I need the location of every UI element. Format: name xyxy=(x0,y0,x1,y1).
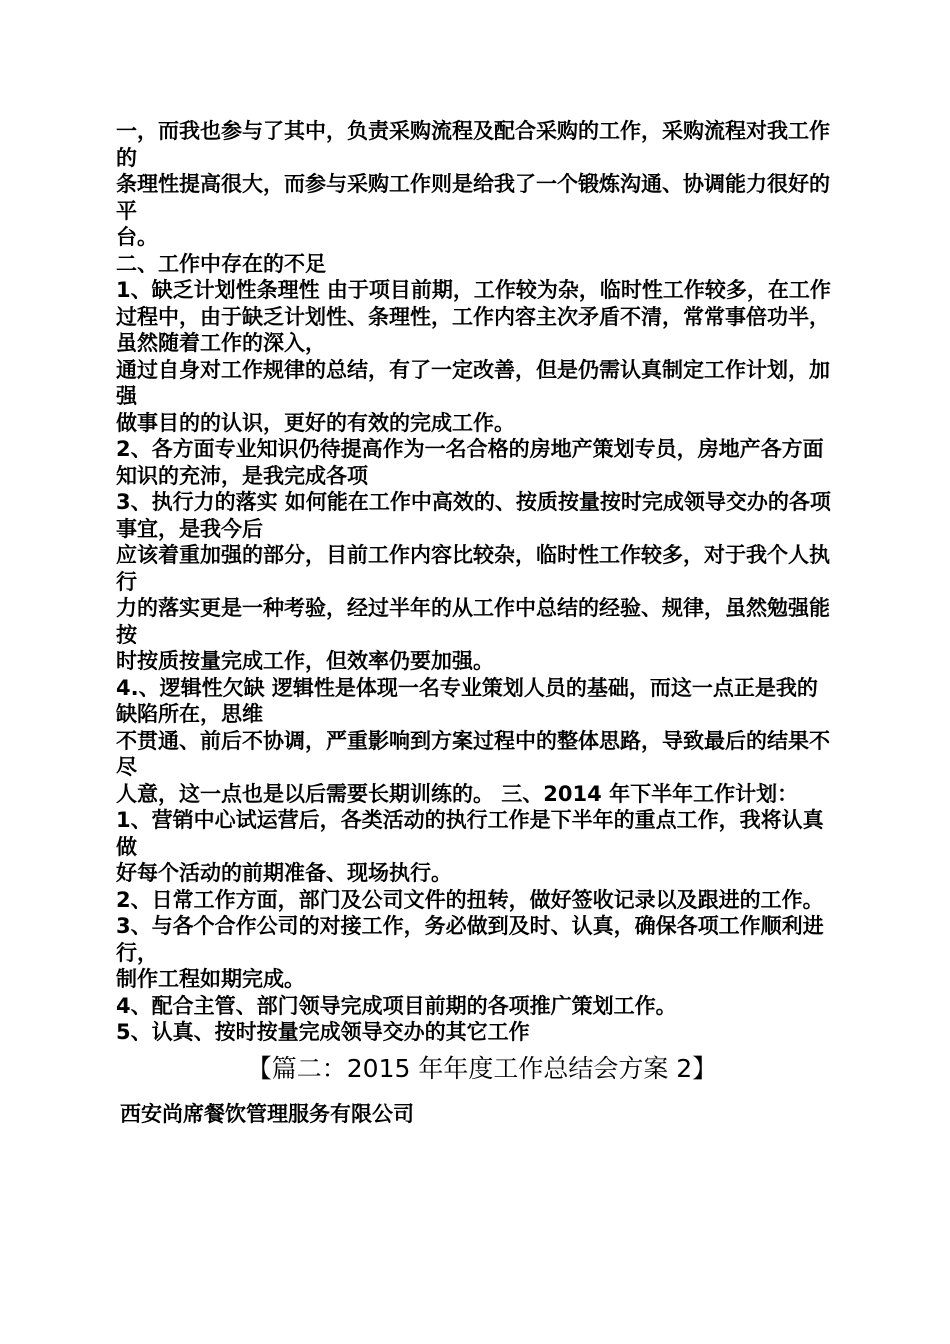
document-body xyxy=(116,118,838,1128)
body-paragraph: 5、认真、按时按量完成领导交办的其它工作 xyxy=(116,1020,530,1044)
body-paragraph: 4.、逻辑性欠缺 逻辑性是体现一名专业策划人员的基础，而这一点正是我的缺陷所在，思维 xyxy=(116,675,818,726)
body-paragraph: 应该着重加强的部分，目前工作内容比较杂，临时性工作较多，对于我个人执行 xyxy=(116,543,830,594)
body-paragraph: 1、缺乏计划性条理性 由于项目前期，工作较为杂，临时性工作较多，在工作过程中，由于缺乏计划性、条理性，工作内容主次矛盾不清，常常事倍功半，虽然随着工作的深入， xyxy=(116,278,831,355)
body-paragraph: 人意，这一点也是以后需要长期训练的。 三、2014 年下半年工作计划： xyxy=(116,781,799,806)
body-paragraphs xyxy=(116,118,838,1046)
body-paragraph: 3、执行力的落实 如何能在工作中高效的、按质按量按时完成领导交办的各项事宜，是我今后 xyxy=(116,490,831,541)
body-paragraph: 2、日常工作方面，部门及公司文件的扭转，做好签收记录以及跟进的工作。 xyxy=(116,887,824,912)
body-paragraph: 3、与各个合作公司的对接工作，务必做到及时、认真，确保各项工作顺利进行， xyxy=(116,914,824,965)
body-paragraph: 二、工作中存在的不足 xyxy=(116,251,326,276)
body-paragraph: 2、各方面专业知识仍待提高作为一名合格的房地产策划专员，房地产各方面知识的充沛，是我完成各项 xyxy=(116,437,824,488)
company-name: 西安尚席餐饮管理服务有限公司 xyxy=(120,1101,414,1126)
body-paragraph: 不贯通、前后不协调，严重影响到方案过程中的整体思路，导致最后的结果不尽 xyxy=(116,728,830,779)
body-paragraph: 制作工程如期完成。 xyxy=(116,967,305,991)
body-paragraph: 条理性提高很大，而参与采购工作则是给我了一个锻炼沟通、协调能力很好的平 xyxy=(116,172,830,223)
body-paragraph: 好每个活动的前期准备、现场执行。 xyxy=(116,861,452,885)
body-paragraph: 1、营销中心试运营后，各类活动的执行工作是下半年的重点工作，我将认真做 xyxy=(116,808,824,859)
body-paragraph: 台。 xyxy=(116,225,158,249)
body-paragraph: 做事目的的认识，更好的有效的完成工作。 xyxy=(116,410,515,435)
body-paragraph: 4、配合主管、部门领导完成项目前期的各项推广策划工作。 xyxy=(116,993,677,1018)
body-paragraph: 时按质按量完成工作，但效率仍要加强。 xyxy=(116,649,494,673)
body-paragraph: 一，而我也参与了其中，负责采购流程及配合采购的工作，采购流程对我工作的 xyxy=(116,119,830,170)
section-heading: 【篇二：2015 年年度工作总结会方案 2】 xyxy=(246,1053,718,1083)
body-paragraph: 力的落实更是一种考验，经过半年的从工作中总结的经验、规律，虽然勉强能按 xyxy=(116,596,830,647)
body-paragraph: 通过自身对工作规律的总结，有了一定改善，但是仍需认真制定工作计划，加强 xyxy=(116,357,830,408)
